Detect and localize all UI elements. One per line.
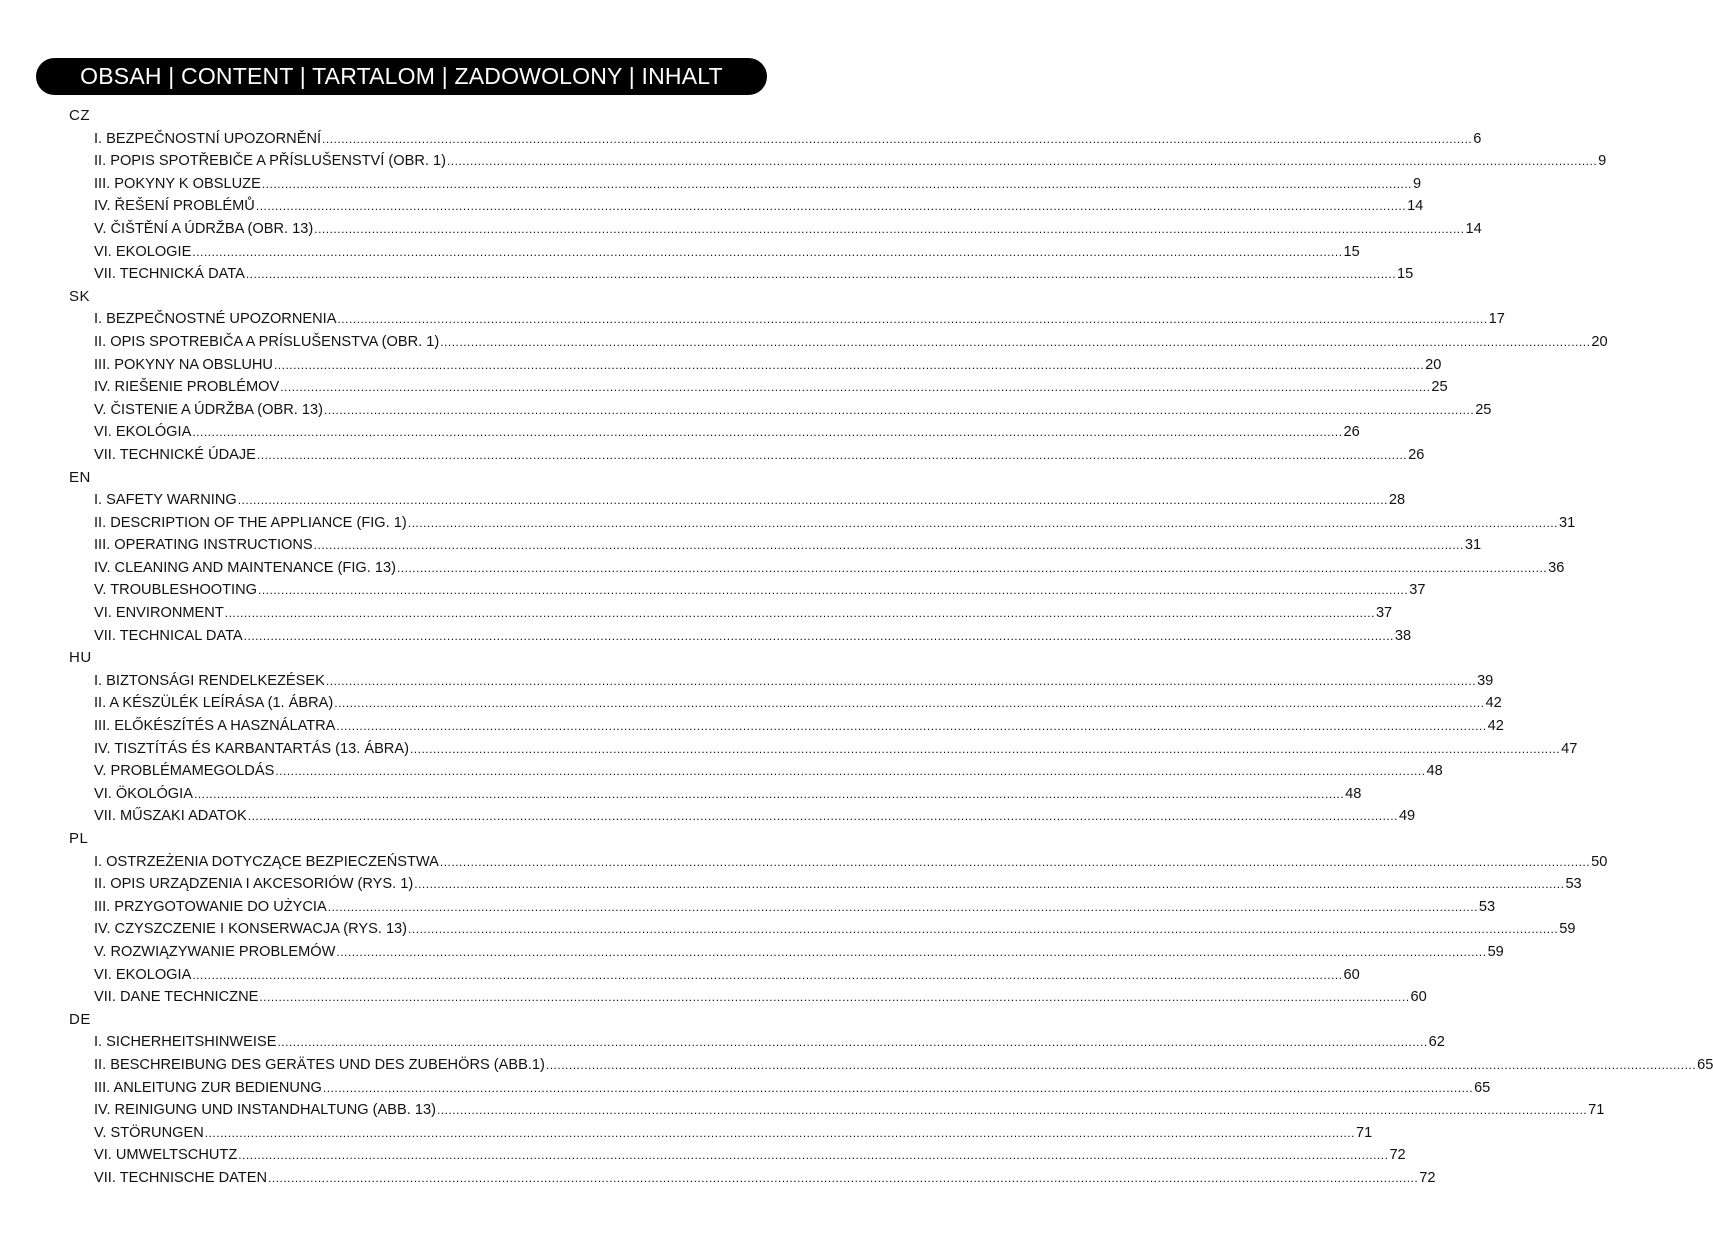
- dot-leader: ............................................................................................................................................................................................................................................................................................................: [277, 1035, 1428, 1050]
- toc-entry-page: 59: [1559, 921, 1576, 938]
- toc-entry-page: 25: [1431, 379, 1448, 396]
- dot-leader: ............................................................................................................................................................................................................................................................................................................: [268, 1170, 1419, 1185]
- toc-entry-page: 48: [1426, 763, 1443, 780]
- toc-entry-title: V. ROZWIĄZYWANIE PROBLEMÓW: [94, 943, 336, 960]
- toc-entry-page: 65: [1697, 1056, 1713, 1073]
- dot-leader: ............................................................................................................................................................................................................................................................................................................: [436, 1103, 1588, 1118]
- toc-entry-page: 17: [1488, 311, 1505, 328]
- toc-entry-page: 15: [1343, 243, 1360, 260]
- dot-leader: ............................................................................................................................................................................................................................................................................................................: [237, 493, 1388, 508]
- toc-entry[interactable]: [94, 670, 1494, 693]
- toc-entry[interactable]: [94, 851, 1608, 874]
- toc-entry[interactable]: [94, 1122, 1373, 1145]
- dot-leader: ............................................................................................................................................................................................................................................................................................................: [327, 899, 1478, 914]
- dot-leader: ............................................................................................................................................................................................................................................................................................................: [238, 1148, 1389, 1163]
- section-label: CZ: [69, 107, 90, 124]
- toc-entry[interactable]: [94, 602, 1393, 625]
- toc-entry-title: I. BEZPEČNOSTNÉ UPOZORNENIA: [94, 311, 337, 328]
- toc-entry-page: 9: [1598, 153, 1607, 170]
- toc-entry-page: 42: [1485, 695, 1502, 712]
- toc-entry[interactable]: [94, 1144, 1406, 1167]
- toc-entry[interactable]: [94, 512, 1576, 535]
- toc-entry-title: VII. DANE TECHNICZNE: [94, 989, 259, 1006]
- toc-entry-page: 65: [1474, 1079, 1491, 1096]
- dot-leader: ............................................................................................................................................................................................................................................................................................................: [243, 628, 1394, 643]
- toc-entry-page: 38: [1394, 627, 1412, 644]
- toc-entry-title: VI. EKOLOGIE: [94, 243, 192, 260]
- toc-entry-title: IV. TISZTÍTÁS ÉS KARBANTARTÁS (13. ÁBRA): [94, 740, 409, 757]
- toc-entry-page: 50: [1591, 853, 1608, 870]
- toc-entry-title: V. STÖRUNGEN: [94, 1124, 204, 1141]
- toc-entry[interactable]: [94, 263, 1414, 286]
- toc-entry-page: 9: [1413, 175, 1422, 192]
- section-label: HU: [69, 649, 92, 667]
- toc-entry[interactable]: [94, 195, 1424, 218]
- dot-leader: ............................................................................................................................................................................................................................................................................................................: [247, 809, 1398, 824]
- toc-entry[interactable]: [94, 557, 1565, 580]
- toc-entry[interactable]: [94, 579, 1426, 602]
- toc-entry-page: 37: [1409, 582, 1426, 599]
- dot-leader: ............................................................................................................................................................................................................................................................................................................: [255, 199, 1407, 214]
- toc-entry-page: 25: [1475, 401, 1492, 418]
- dot-leader: ............................................................................................................................................................................................................................................................................................................: [192, 244, 1343, 259]
- toc-entry-title: I. SICHERHEITSHINWEISE: [94, 1034, 277, 1051]
- toc-entry-title: IV. CZYSZCZENIE I KONSERWACJA (RYS. 13): [94, 921, 408, 938]
- dot-leader: ............................................................................................................................................................................................................................................................................................................: [440, 334, 1591, 349]
- dot-leader: ............................................................................................................................................................................................................................................................................................................: [313, 538, 1464, 553]
- toc-entry[interactable]: [94, 376, 1448, 399]
- toc-entry-title: II. POPIS SPOTŘEBIČE A PŘÍSLUŠENSTVÍ (OBR. 1): [94, 153, 446, 170]
- dot-leader: ............................................................................................................................................................................................................................................................................................................: [224, 606, 1375, 621]
- toc-entry-page: 26: [1343, 424, 1360, 441]
- dot-leader: ............................................................................................................................................................................................................................................................................................................: [396, 560, 1548, 575]
- toc-entry-title: VI. EKOLÓGIA: [94, 424, 192, 441]
- toc-entry-title: IV. REINIGUNG UND INSTANDHALTUNG (ABB. 13): [94, 1102, 436, 1119]
- toc-entry[interactable]: [94, 1167, 1436, 1190]
- toc-entry[interactable]: [94, 218, 1482, 241]
- toc-entry-page: 26: [1408, 446, 1425, 463]
- toc-entry-page: 53: [1478, 898, 1496, 915]
- dot-leader: ............................................................................................................................................................................................................................................................................................................: [259, 990, 1410, 1005]
- toc-entry[interactable]: [94, 941, 1504, 964]
- toc-entry[interactable]: [94, 783, 1362, 806]
- toc-entry[interactable]: [94, 873, 1582, 896]
- toc-entry[interactable]: [94, 444, 1425, 467]
- toc-entry-title: II. A KÉSZÜLÉK LEÍRÁSA (1. ÁBRA): [94, 695, 334, 712]
- toc-entry-title: VI. UMWELTSCHUTZ: [94, 1147, 238, 1164]
- toc-entry-title: VII. TECHNISCHE DATEN: [94, 1169, 267, 1186]
- toc-entry[interactable]: [94, 128, 1482, 151]
- dot-leader: ............................................................................................................................................................................................................................................................................................................: [275, 764, 1426, 779]
- toc-entry[interactable]: [94, 738, 1578, 761]
- toc-entry[interactable]: [94, 1054, 1713, 1077]
- toc-entry-title: III. POKYNY K OBSLUZE: [94, 175, 261, 192]
- toc-entry[interactable]: [94, 1077, 1491, 1100]
- toc-entry-page: 36: [1548, 559, 1565, 576]
- toc-entry-title: V. ČISTENIE A ÚDRŽBA (OBR. 13): [94, 401, 323, 418]
- section-label: DE: [69, 1010, 91, 1028]
- toc-entry[interactable]: [94, 760, 1443, 783]
- dot-leader: ............................................................................................................................................................................................................................................................................................................: [414, 877, 1565, 892]
- dot-leader: ............................................................................................................................................................................................................................................................................................................: [322, 131, 1473, 146]
- toc-entry-title: V. PROBLÉMAMEGOLDÁS: [94, 763, 275, 780]
- toc-entry[interactable]: [94, 150, 1607, 173]
- dot-leader: ............................................................................................................................................................................................................................................................................................................: [245, 267, 1397, 282]
- dot-leader: ............................................................................................................................................................................................................................................................................................................: [204, 1125, 1355, 1140]
- toc-entry-page: 6: [1473, 130, 1482, 147]
- toc-entry[interactable]: [94, 918, 1576, 941]
- toc-entry-title: II. BESCHREIBUNG DES GERÄTES UND DES ZUBEHÖRS (ABB.1): [94, 1056, 545, 1073]
- dot-leader: ............................................................................................................................................................................................................................................................................................................: [325, 673, 1477, 688]
- toc-entry[interactable]: [94, 625, 1412, 648]
- toc-entry-page: 71: [1355, 1124, 1373, 1141]
- toc-entry-title: VI. ENVIRONMENT: [94, 605, 224, 622]
- toc-entry-page: 71: [1588, 1102, 1605, 1119]
- toc-entry[interactable]: [94, 715, 1504, 738]
- toc-entry-title: I. SAFETY WARNING: [94, 492, 237, 509]
- toc-entry[interactable]: [94, 805, 1416, 828]
- toc-entry[interactable]: [94, 399, 1492, 422]
- toc-entry-page: 20: [1591, 333, 1608, 350]
- toc-entry-page: 31: [1558, 514, 1576, 531]
- section-label: PL: [69, 830, 89, 847]
- toc-entry-title: II. DESCRIPTION OF THE APPLIANCE (FIG. 1): [94, 514, 407, 531]
- dot-leader: ............................................................................................................................................................................................................................................................................................................: [337, 312, 1488, 327]
- toc-entry[interactable]: [94, 692, 1502, 715]
- toc-entry-title: IV. ŘEŠENÍ PROBLÉMŮ: [94, 198, 255, 215]
- toc-entry-page: 14: [1407, 198, 1424, 215]
- toc-entry-page: 72: [1419, 1169, 1436, 1186]
- dot-leader: ............................................................................................................................................................................................................................................................................................................: [256, 447, 1408, 462]
- toc-entry-page: 39: [1477, 672, 1494, 689]
- dot-leader: ............................................................................................................................................................................................................................................................................................................: [407, 515, 1558, 530]
- toc-entry-title: III. POKYNY NA OBSLUHU: [94, 356, 273, 373]
- toc-entry-page: 37: [1375, 605, 1393, 622]
- dot-leader: ............................................................................................................................................................................................................................................................................................................: [273, 357, 1425, 372]
- toc-entry-title: IV. RIEŠENIE PROBLÉMOV: [94, 379, 280, 396]
- toc-entry-title: V. TROUBLESHOOTING: [94, 582, 258, 599]
- toc-entry-title: VII. MŰSZAKI ADATOK: [94, 808, 247, 825]
- toc-entry-page: 20: [1425, 356, 1442, 373]
- dot-leader: ............................................................................................................................................................................................................................................................................................................: [258, 583, 1409, 598]
- toc-entry-page: 28: [1388, 492, 1406, 509]
- toc-entry-title: I. BEZPEČNOSTNÍ UPOZORNĚNÍ: [94, 130, 322, 147]
- toc-entry-title: VII. TECHNICKÁ DATA: [94, 266, 245, 283]
- toc-entry-page: 72: [1389, 1147, 1406, 1164]
- dot-leader: ............................................................................................................................................................................................................................................................................................................: [192, 967, 1343, 982]
- toc-entry-page: 62: [1428, 1034, 1445, 1051]
- dot-leader: ............................................................................................................................................................................................................................................................................................................: [193, 786, 1345, 801]
- toc-entry[interactable]: [94, 421, 1360, 444]
- dot-leader: ............................................................................................................................................................................................................................................................................................................: [323, 402, 1475, 417]
- section-label: EN: [69, 468, 91, 486]
- toc-entry[interactable]: [94, 964, 1360, 987]
- toc-entry-title: IV. CLEANING AND MAINTENANCE (FIG. 13): [94, 559, 396, 576]
- toc-entry-page: 60: [1343, 966, 1360, 983]
- toc-entry-title: III. OPERATING INSTRUCTIONS: [94, 537, 313, 554]
- dot-leader: ............................................................................................................................................................................................................................................................................................................: [261, 176, 1413, 191]
- toc-header: [36, 58, 767, 95]
- dot-leader: ............................................................................................................................................................................................................................................................................................................: [280, 380, 1431, 395]
- toc-entry[interactable]: [94, 489, 1406, 512]
- table-of-contents: [0, 105, 1713, 1190]
- toc-entry[interactable]: [94, 331, 1608, 354]
- toc-entry[interactable]: [94, 173, 1422, 196]
- toc-entry[interactable]: [94, 1099, 1605, 1122]
- toc-entry[interactable]: [94, 354, 1442, 377]
- toc-entry[interactable]: [94, 241, 1360, 264]
- dot-leader: ............................................................................................................................................................................................................................................................................................................: [322, 1080, 1474, 1095]
- toc-entry[interactable]: [94, 534, 1482, 557]
- toc-entry-title: I. OSTRZEŻENIA DOTYCZĄCE BEZPIECZEŃSTWA: [94, 853, 439, 870]
- toc-entry-page: 31: [1464, 537, 1482, 554]
- dot-leader: ............................................................................................................................................................................................................................................................................................................: [408, 922, 1559, 937]
- section-label: SK: [69, 287, 91, 305]
- dot-leader: ............................................................................................................................................................................................................................................................................................................: [192, 425, 1343, 440]
- dot-leader: ............................................................................................................................................................................................................................................................................................................: [314, 221, 1465, 236]
- toc-entry-page: 42: [1487, 718, 1504, 735]
- toc-entry-page: 14: [1465, 220, 1482, 237]
- toc-entry-title: V. ČIŠTĚNÍ A ÚDRŽBA (OBR. 13): [94, 220, 314, 237]
- toc-header-title: OBSAH | CONTENT | TARTALOM | ZADOWOLONY | INHALT: [80, 63, 723, 89]
- dot-leader: ............................................................................................................................................................................................................................................................................................................: [439, 854, 1591, 869]
- toc-entry-title: VI. EKOLOGIA: [94, 966, 192, 983]
- toc-entry-title: II. OPIS URZĄDZENIA I AKCESORIÓW (RYS. 1): [94, 876, 414, 893]
- toc-entry-page: 15: [1397, 266, 1414, 283]
- toc-entry-page: 49: [1398, 808, 1416, 825]
- toc-entry-page: 48: [1345, 785, 1362, 802]
- toc-entry-title: VII. TECHNICKÉ ÚDAJE: [94, 446, 256, 463]
- toc-entry[interactable]: [94, 986, 1427, 1009]
- toc-entry[interactable]: [94, 308, 1505, 331]
- toc-entry-title: VI. ÖKOLÓGIA: [94, 785, 193, 802]
- dot-leader: ............................................................................................................................................................................................................................................................................................................: [446, 154, 1598, 169]
- toc-entry-title: I. BIZTONSÁGI RENDELKEZÉSEK: [94, 672, 325, 689]
- toc-entry-page: 53: [1565, 876, 1582, 893]
- toc-entry-page: 47: [1561, 740, 1578, 757]
- dot-leader: ............................................................................................................................................................................................................................................................................................................: [336, 944, 1487, 959]
- toc-entry[interactable]: [94, 1031, 1445, 1054]
- toc-entry-title: VII. TECHNICAL DATA: [94, 627, 243, 644]
- toc-entry-title: II. OPIS SPOTREBIČA A PRÍSLUŠENSTVA (OBR. 1): [94, 333, 440, 350]
- toc-entry-page: 60: [1410, 989, 1427, 1006]
- toc-entry[interactable]: [94, 896, 1496, 919]
- dot-leader: ............................................................................................................................................................................................................................................................................................................: [336, 719, 1487, 734]
- toc-entry-page: 59: [1487, 943, 1504, 960]
- toc-entry-title: III. ANLEITUNG ZUR BEDIENUNG: [94, 1079, 322, 1096]
- dot-leader: ............................................................................................................................................................................................................................................................................................................: [545, 1057, 1697, 1072]
- toc-entry-title: III. ELŐKÉSZÍTÉS A HASZNÁLATRA: [94, 718, 336, 735]
- toc-entry-title: III. PRZYGOTOWANIE DO UŻYCIA: [94, 898, 327, 915]
- dot-leader: ............................................................................................................................................................................................................................................................................................................: [334, 696, 1485, 711]
- dot-leader: ............................................................................................................................................................................................................................................................................................................: [409, 741, 1561, 756]
